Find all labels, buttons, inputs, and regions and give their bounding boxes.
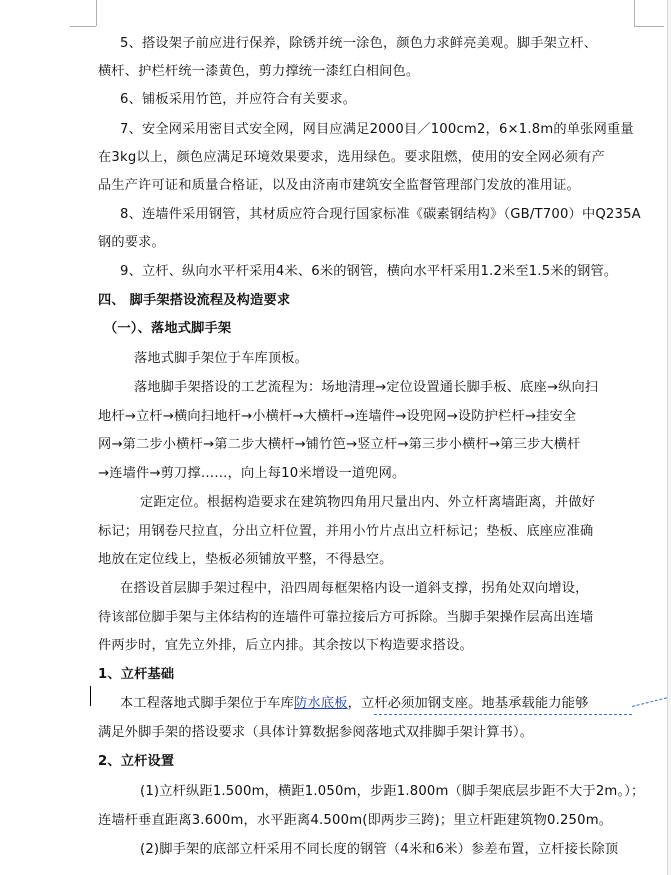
- subsection-heading: 2、立杆设置: [98, 754, 175, 769]
- corner-mark: [96, 0, 97, 26]
- text-line: 地放在定位线上，垫板必须铺放平整，不得悬空。: [98, 552, 393, 567]
- subsection-heading: （一）、落地式脚手架: [104, 321, 232, 336]
- text-line: 满足外脚手架的搭设要求（具体计算数据参阅落地式双排脚手架计算书）。: [98, 725, 534, 740]
- text-cursor: [90, 686, 91, 706]
- text-line: (2)脚手架的底部立杆采用不同长度的钢管（4米和6米）参差布置，立杆接长除顶: [140, 842, 619, 857]
- text-line: 7、安全网采用密目式安全网，网目应满足2000目／100cm2，6×1.8m的单张网重量: [120, 122, 634, 137]
- corner-mark: [70, 26, 96, 27]
- comment-connector: [374, 714, 632, 715]
- text-line: 定距定位。根据构造要求在建筑物四角用尺量出内、外立杆离墙距离，并做好: [140, 495, 596, 510]
- text-line: (1)立杆纵距1.500m，横距1.050m，步距1.800m（脚手架底层步距不大于2m。）；: [140, 784, 645, 799]
- text-line: 落地式脚手架位于车库顶板。: [134, 351, 309, 366]
- text-line: 钢的要求。: [98, 235, 165, 250]
- text-line: 在3kg以上，颜色应满足环境效果要求，选用绿色。要求阻燃，使用的安全网必须有产: [98, 150, 605, 165]
- section-heading: 四、 脚手架搭设流程及构造要求: [98, 293, 291, 308]
- text-line: 标记；用钢卷尺拉直，分出立杆位置，并用小竹片点出立杆标记；垫板、底座应准确: [98, 524, 594, 539]
- corner-mark: [634, 0, 635, 26]
- text-line: 地杆→立杆→横向扫地杆→小横杆→大横杆→连墙件→设兜网→设防护栏杆→挂安全: [98, 409, 577, 424]
- text-line: [120, 695, 589, 713]
- text-span: 本工程落地式脚手架位于车库: [120, 696, 295, 711]
- text-span: ，立杆必须加钢支座。地基承载能力能够: [347, 696, 589, 711]
- text-line: 连墙杆垂直距离3.600m，水平距离4.500m(即两步三跨)；里立杆距建筑物0.250m。: [98, 813, 613, 828]
- vertical-scroll-edge[interactable]: [667, 0, 671, 875]
- text-line: 待该部位脚手架与主体结构的连墙件可靠拉接后方可拆除。当脚手架操作层高出连墙: [98, 610, 594, 625]
- text-line: 品生产许可证和质量合格证，以及由济南市建筑安全监督管理部门发放的准用证。: [98, 178, 580, 193]
- text-line: 件两步时，宜先立外排，后立内排。其余按以下构造要求搭设。: [98, 638, 473, 653]
- text-line: 在搭设首层脚手架过程中，沿四周每框架格内设一道斜支撑，拐角处双向增设，: [120, 581, 589, 596]
- text-line: 8、连墙件采用钢管，其材质应符合现行国家标准《碳素钢结构》（GB/T700）中Q235A: [120, 207, 641, 222]
- text-line: →连墙件→剪刀撑……，向上每10米增设一道兜网。: [98, 466, 406, 481]
- text-line: 横杆、护栏杆统一漆黄色，剪力撑统一漆红白相间色。: [98, 64, 420, 79]
- text-line: 5、搭设架子前应进行保养，除锈并统一涂色，颜色力求鲜亮美观。脚手架立杆、: [120, 36, 598, 51]
- text-line: 网→第二步小横杆→第二步大横杆→铺竹笆→竖立杆→第三步小横杆→第三步大横杆: [98, 437, 581, 452]
- text-line: 6、铺板采用竹笆，并应符合有关要求。: [120, 92, 357, 107]
- subsection-heading: 1、立杆基础: [98, 667, 175, 682]
- comment-connector: [632, 697, 667, 707]
- text-line: 9、立杆、纵向水平杆采用4米、6米的钢管，横向水平杆采用1.2米至1.5米的钢管。: [120, 264, 618, 279]
- text-line: 落地脚手架搭设的工艺流程为：场地清理→定位设置通长脚手板、底座→纵向扫: [134, 380, 599, 395]
- corner-mark: [634, 26, 664, 27]
- hyperlink-waterproof-base[interactable]: 防水底板: [294, 696, 348, 711]
